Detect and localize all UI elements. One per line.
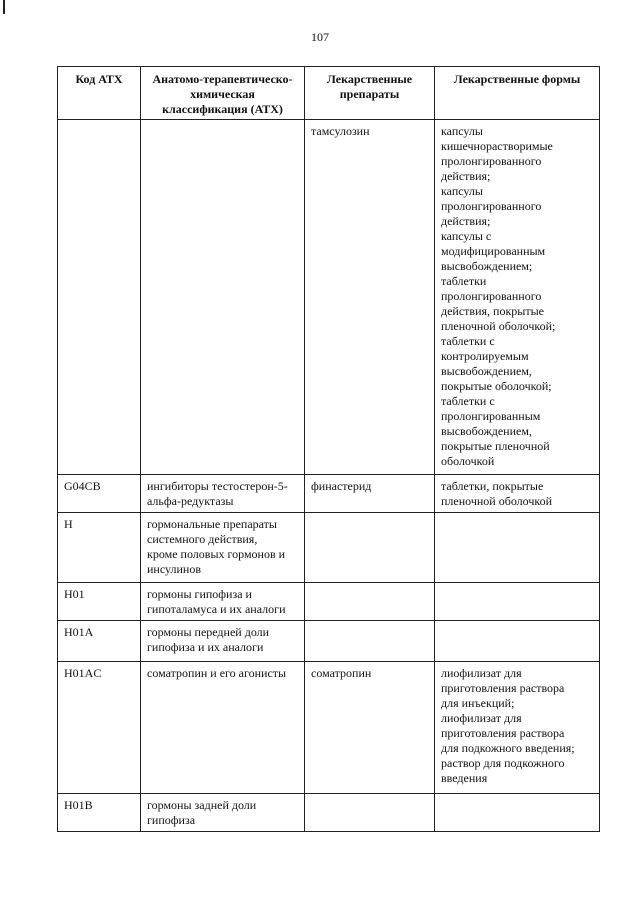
cell-atc-code: H (58, 513, 141, 583)
table-row (58, 583, 600, 621)
cell-classification: ингибиторы тестостерон-5- альфа-редуктазы (141, 475, 305, 513)
atc-drug-table (57, 66, 600, 832)
header-drugs: Лекарственные препараты (305, 67, 435, 120)
cell-classification: соматропин и его агонисты (141, 662, 305, 794)
cell-atc-code: H01AC (58, 662, 141, 794)
cell-classification: гормоны задней доли гипофиза (141, 794, 305, 832)
cell-dosage-forms (435, 583, 600, 621)
table-row (58, 794, 600, 832)
cell-classification: гормоны гипофиза и гипоталамуса и их аналоги (141, 583, 305, 621)
cell-drug (305, 621, 435, 662)
cell-atc-code: H01 (58, 583, 141, 621)
cell-dosage-forms (435, 794, 600, 832)
cell-classification: гормональные препараты системного действия, кроме половых гормонов и инсулинов (141, 513, 305, 583)
table-row (58, 475, 600, 513)
cell-dosage-forms (435, 513, 600, 583)
cell-atc-code (58, 120, 141, 475)
cell-dosage-forms: таблетки, покрытые пленочной оболочкой (435, 475, 600, 513)
scan-edge-mark (3, 0, 5, 14)
table-header-row (58, 67, 600, 120)
cell-drug (305, 583, 435, 621)
table-row (58, 513, 600, 583)
header-dosage-forms: Лекарственные формы (435, 67, 600, 120)
cell-classification (141, 120, 305, 475)
cell-classification: гормоны передней доли гипофиза и их аналоги (141, 621, 305, 662)
table-row (58, 621, 600, 662)
cell-dosage-forms (435, 621, 600, 662)
page-number: 107 (311, 30, 329, 44)
cell-dosage-forms: лиофилизат для приготовления раствора для инъекций; лиофилизат для приготовления раствора для подкожного введения; раствор для подкожного введения (435, 662, 600, 794)
table-row (58, 120, 600, 475)
header-atc-classification: Анатомо-терапевтическо- химическая классификация (АТХ) (141, 67, 305, 120)
cell-drug: тамсулозин (305, 120, 435, 475)
table-row (58, 662, 600, 794)
cell-dosage-forms: капсулы кишечнорастворимые пролонгированного действия; капсулы пролонгированного действия; капсулы с модифицированным высвобождением; таблетки пролонгированного действия, покрытые пленочной оболочкой; таблетки с контролируемым высвобождением, покрытые оболочкой; таблетки с пролонгированным высвобождением, покрытые пленочной оболочкой (435, 120, 600, 475)
cell-drug: соматропин (305, 662, 435, 794)
cell-drug (305, 513, 435, 583)
cell-atc-code: H01B (58, 794, 141, 832)
cell-atc-code: G04CB (58, 475, 141, 513)
header-atc-code: Код АТХ (58, 67, 141, 120)
cell-drug: финастерид (305, 475, 435, 513)
cell-atc-code: H01A (58, 621, 141, 662)
cell-drug (305, 794, 435, 832)
